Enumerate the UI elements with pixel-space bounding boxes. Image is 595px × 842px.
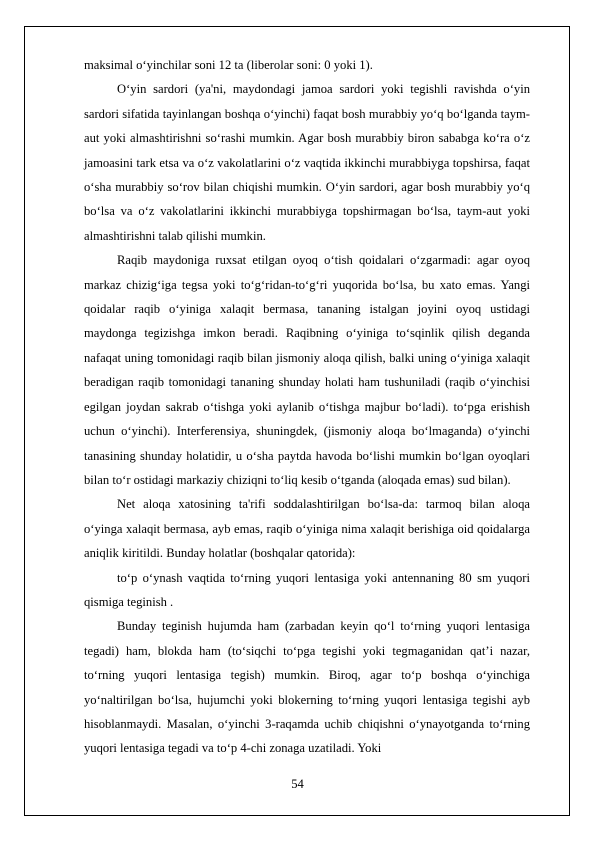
paragraph-6: Bunday teginish hujumda ham (zarbadan keyin qo‘l to‘rning yuqori lentasiga tegadi) ham, blokda ham (to‘siqchi to‘pga tegishi yoki tegmaganidan qat’i nazar, to‘rning yuqori lentasiga tegish) mumkin. Biroq, agar to‘p boshqa o‘yinchiga yo‘naltirilgan bo‘lsa, hujumchi yoki blokerning to‘rning yuqori lentasiga tegishi ayb hisoblanmaydi. Masalan, o‘yinchi 3-raqamda uchib chiqishni o‘ynayotganda to‘rning yuqori lentasiga tegadi va to‘p 4-chi zonaga uzatiladi. Yoki: [84, 619, 530, 756]
paragraph-5: to‘p o‘ynash vaqtida to‘rning yuqori lentasiga yoki antennaning 80 sm yuqori qismiga teginish .: [84, 570, 530, 609]
document-body: [84, 53, 530, 761]
paragraph-1: maksimal o‘yinchilar soni 12 ta (liberolar soni: 0 yoki 1).: [84, 58, 373, 72]
paragraph-2: O‘yin sardori (ya'ni, maydondagi jamoa sardori yoki tegishli ravishda o‘yin sardori sifatida tayinlangan boshqa o‘yinchi) faqat bosh murabbiy yo‘q bo‘lganda taym-aut yoki almashtirishni so‘rashi mumkin. Agar bosh murabbiy biron sababga ko‘ra o‘z jamoasini tark etsa va o‘z vakolatlarini o‘z vaqtida ikkinchi murabbiyga topshirsa, faqat o‘sha murabbiy so‘rov bilan chiqishi mumkin. O‘yin sardori, agar bosh murabbiy yo‘q bo‘lsa va o‘z vakolatlarini ikkinchi murabbiyga topshirmagan bo‘lsa, taym-aut yoki almashtirishni talab qilishi mumkin.: [84, 82, 530, 243]
page-number: 54: [291, 777, 304, 791]
paragraph-4: Net aloqa xatosining ta'rifi soddalashtirilgan bo‘lsa-da: tarmoq bilan aloqa o‘yinga xalaqit bermasa, ayb emas, raqib o‘yiniga nima xalaqit berishiga oid qoidalarga aniqlik kiritildi. Bunday holatlar (boshqalar qatorida):: [84, 497, 530, 561]
paragraph-3: Raqib maydoniga ruxsat etilgan oyoq o‘tish qoidalari o‘zgarmadi: agar oyoq markaz chizig‘iga tegsa yoki to‘g‘ridan-to‘g‘ri yuqorida bo‘lsa, bu xato emas. Yangi qoidalar raqib o‘yiniga xalaqit bermasa, tananing istalgan joyini oyoq ustidagi maydonga tegizishga imkon beradi. Raqibning o‘yiniga to‘sqinlik qilish deganda nafaqat uning tomonidagi raqib bilan jismoniy aloqa qilish, balki uning o‘yiniga xalaqit beradigan raqib tomonidagi tananing shunday holati ham tushuniladi (raqib o‘yinchisi egilgan joydan sakrab o‘tishga yoki aylanib o‘tishga majbur bo‘ladi). to‘pga erishish uchun o‘yinchi). Interferensiya, shuningdek, (jismoniy aloqa bo‘lmaganda) o‘yinchi tanasining shunday holatidir, u o‘sha paytda havoda bo‘lishi mumkin bo‘lgan oyoqlari bilan to‘r ostidagi markaziy chiziqni to‘liq kesib o‘tganda (aloqada emas) sud bilan).: [84, 253, 530, 487]
